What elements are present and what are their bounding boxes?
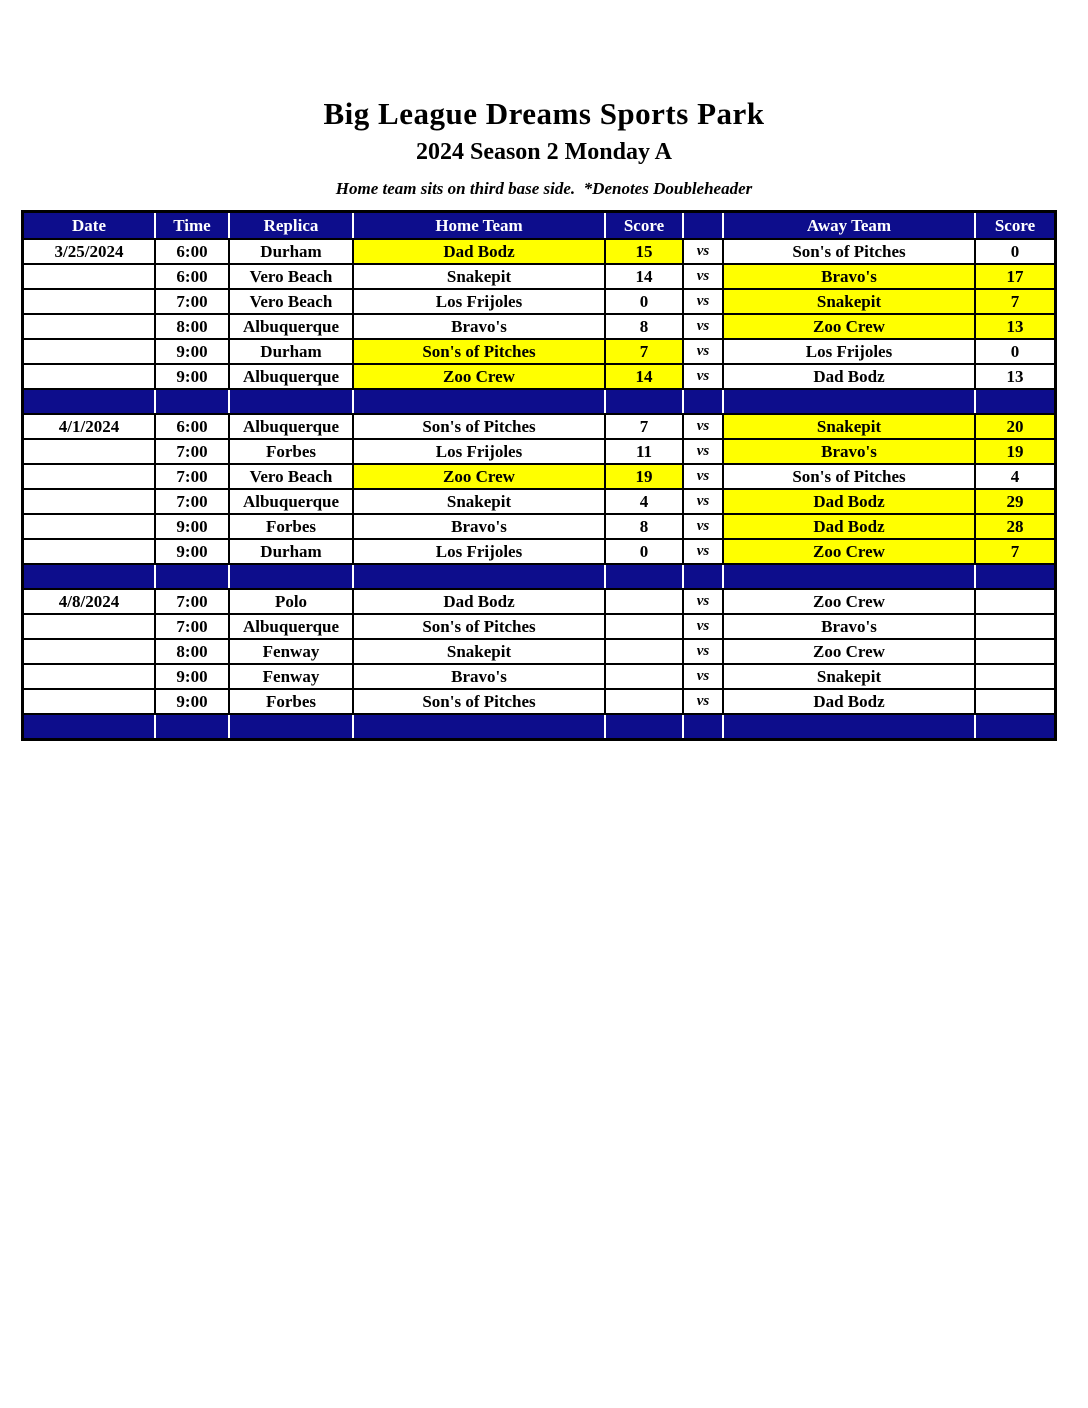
replica-cell: Durham — [230, 340, 352, 363]
time-cell: 7:00 — [156, 465, 228, 488]
game-row — [24, 315, 1054, 338]
home-score-cell: 8 — [606, 315, 682, 338]
home-team-cell: Son's of Pitches — [354, 340, 604, 363]
replica-cell: Albuquerque — [230, 490, 352, 513]
away-team-cell: Snakepit — [724, 290, 974, 313]
away-score-cell: 4 — [976, 465, 1054, 488]
home-team-cell: Zoo Crew — [354, 365, 604, 388]
away-score-cell: 13 — [976, 315, 1054, 338]
vs-cell: vs — [684, 315, 722, 338]
game-row — [24, 265, 1054, 288]
home-team-cell: Snakepit — [354, 490, 604, 513]
home-team-cell: Los Frijoles — [354, 290, 604, 313]
date-cell — [24, 615, 154, 638]
vs-cell: vs — [684, 240, 722, 263]
separator-cell — [606, 715, 682, 738]
separator-cell — [354, 715, 604, 738]
separator-cell — [156, 390, 228, 413]
page-title: Big League Dreams Sports Park — [323, 96, 765, 131]
date-cell — [24, 490, 154, 513]
away-team-cell: Bravo's — [724, 615, 974, 638]
away-score-cell: 17 — [976, 265, 1054, 288]
separator-cell — [24, 715, 154, 738]
game-row — [24, 340, 1054, 363]
separator-cell — [24, 390, 154, 413]
time-cell: 8:00 — [156, 640, 228, 663]
home-team-cell: Bravo's — [354, 315, 604, 338]
home-score-cell: 7 — [606, 340, 682, 363]
separator-cell — [684, 565, 722, 588]
separator-row — [24, 715, 1054, 738]
header-cell-score: Score — [976, 213, 1054, 238]
separator-cell — [606, 565, 682, 588]
home-score-cell — [606, 590, 682, 613]
vs-cell: vs — [684, 615, 722, 638]
header-row — [24, 213, 1054, 238]
separator-cell — [230, 565, 352, 588]
separator-cell — [976, 715, 1054, 738]
away-team-cell: Dad Bodz — [724, 365, 974, 388]
home-score-cell: 8 — [606, 515, 682, 538]
home-team-cell: Los Frijoles — [354, 440, 604, 463]
away-team-cell: Zoo Crew — [724, 540, 974, 563]
date-cell — [24, 365, 154, 388]
away-score-cell: 0 — [976, 240, 1054, 263]
home-team-cell: Son's of Pitches — [354, 690, 604, 713]
away-team-cell: Dad Bodz — [724, 515, 974, 538]
home-score-cell: 14 — [606, 365, 682, 388]
home-score-cell: 4 — [606, 490, 682, 513]
separator-cell — [684, 390, 722, 413]
time-cell: 9:00 — [156, 340, 228, 363]
separator-cell — [724, 715, 974, 738]
home-score-cell — [606, 665, 682, 688]
away-score-cell — [976, 665, 1054, 688]
replica-cell: Forbes — [230, 515, 352, 538]
vs-cell: vs — [684, 340, 722, 363]
away-team-cell: Zoo Crew — [724, 640, 974, 663]
game-row — [24, 540, 1054, 563]
away-score-cell: 0 — [976, 340, 1054, 363]
away-score-cell — [976, 615, 1054, 638]
vs-cell: vs — [684, 590, 722, 613]
home-team-cell: Bravo's — [354, 665, 604, 688]
away-team-cell: Son's of Pitches — [724, 240, 974, 263]
date-cell — [24, 540, 154, 563]
game-row — [24, 415, 1054, 438]
away-team-cell: Zoo Crew — [724, 315, 974, 338]
time-cell: 8:00 — [156, 315, 228, 338]
date-cell — [24, 465, 154, 488]
home-score-cell: 7 — [606, 415, 682, 438]
vs-cell: vs — [684, 640, 722, 663]
date-cell — [24, 265, 154, 288]
date-cell — [24, 515, 154, 538]
game-row — [24, 240, 1054, 263]
header-cell-date: Date — [24, 213, 154, 238]
replica-cell: Vero Beach — [230, 265, 352, 288]
away-score-cell — [976, 640, 1054, 663]
separator-row — [24, 390, 1054, 413]
vs-cell: vs — [684, 365, 722, 388]
separator-cell — [354, 565, 604, 588]
replica-cell: Vero Beach — [230, 290, 352, 313]
home-team-cell: Bravo's — [354, 515, 604, 538]
header-cell-home-team: Home Team — [354, 213, 604, 238]
time-cell: 6:00 — [156, 415, 228, 438]
separator-cell — [230, 715, 352, 738]
home-team-cell: Son's of Pitches — [354, 415, 604, 438]
date-cell — [24, 640, 154, 663]
date-cell — [24, 315, 154, 338]
header-cell-time: Time — [156, 213, 228, 238]
header-cell-score: Score — [606, 213, 682, 238]
game-row — [24, 515, 1054, 538]
separator-cell — [976, 565, 1054, 588]
separator-cell — [684, 715, 722, 738]
away-score-cell: 20 — [976, 415, 1054, 438]
replica-cell: Forbes — [230, 690, 352, 713]
date-cell: 4/8/2024 — [24, 590, 154, 613]
away-team-cell: Son's of Pitches — [724, 465, 974, 488]
separator-cell — [976, 390, 1054, 413]
game-row — [24, 290, 1054, 313]
home-score-cell — [606, 615, 682, 638]
game-row — [24, 440, 1054, 463]
home-team-cell: Dad Bodz — [354, 240, 604, 263]
date-cell: 4/1/2024 — [24, 415, 154, 438]
replica-cell: Vero Beach — [230, 465, 352, 488]
replica-cell: Albuquerque — [230, 365, 352, 388]
away-team-cell: Snakepit — [724, 665, 974, 688]
replica-cell: Polo — [230, 590, 352, 613]
home-score-cell — [606, 690, 682, 713]
time-cell: 6:00 — [156, 240, 228, 263]
away-score-cell — [976, 690, 1054, 713]
replica-cell: Durham — [230, 540, 352, 563]
time-cell: 7:00 — [156, 490, 228, 513]
away-team-cell: Snakepit — [724, 415, 974, 438]
away-score-cell: 29 — [976, 490, 1054, 513]
date-cell — [24, 290, 154, 313]
replica-cell: Albuquerque — [230, 415, 352, 438]
game-row — [24, 490, 1054, 513]
separator-cell — [724, 565, 974, 588]
vs-cell: vs — [684, 690, 722, 713]
time-cell: 7:00 — [156, 615, 228, 638]
game-row — [24, 665, 1054, 688]
away-score-cell: 13 — [976, 365, 1054, 388]
game-row — [24, 615, 1054, 638]
vs-cell: vs — [684, 290, 722, 313]
replica-cell: Albuquerque — [230, 615, 352, 638]
separator-cell — [354, 390, 604, 413]
home-score-cell: 0 — [606, 290, 682, 313]
home-score-cell — [606, 640, 682, 663]
vs-cell: vs — [684, 415, 722, 438]
time-cell: 9:00 — [156, 665, 228, 688]
time-cell: 7:00 — [156, 290, 228, 313]
away-score-cell: 7 — [976, 540, 1054, 563]
replica-cell: Durham — [230, 240, 352, 263]
away-score-cell: 19 — [976, 440, 1054, 463]
game-row — [24, 465, 1054, 488]
date-cell — [24, 340, 154, 363]
header-cell-vs — [684, 213, 722, 238]
time-cell: 9:00 — [156, 690, 228, 713]
date-cell — [24, 440, 154, 463]
page-subtitle: 2024 Season 2 Monday A — [415, 139, 673, 165]
game-row — [24, 590, 1054, 613]
doubleheader-note: Home team sits on third base side. *Denotes Doubleheader — [335, 179, 753, 198]
game-row — [24, 640, 1054, 663]
replica-cell: Forbes — [230, 440, 352, 463]
header-cell-replica: Replica — [230, 213, 352, 238]
home-score-cell: 15 — [606, 240, 682, 263]
schedule-table — [21, 210, 1057, 741]
away-team-cell: Los Frijoles — [724, 340, 974, 363]
date-cell — [24, 690, 154, 713]
away-team-cell: Bravo's — [724, 265, 974, 288]
away-team-cell: Zoo Crew — [724, 590, 974, 613]
home-score-cell: 19 — [606, 465, 682, 488]
replica-cell: Fenway — [230, 640, 352, 663]
home-score-cell: 0 — [606, 540, 682, 563]
separator-cell — [156, 565, 228, 588]
game-row — [24, 690, 1054, 713]
separator-cell — [24, 565, 154, 588]
away-team-cell: Dad Bodz — [724, 490, 974, 513]
time-cell: 7:00 — [156, 440, 228, 463]
header-cell-away-team: Away Team — [724, 213, 974, 238]
away-score-cell — [976, 590, 1054, 613]
home-team-cell: Dad Bodz — [354, 590, 604, 613]
home-team-cell: Snakepit — [354, 640, 604, 663]
time-cell: 6:00 — [156, 265, 228, 288]
away-team-cell: Bravo's — [724, 440, 974, 463]
home-team-cell: Son's of Pitches — [354, 615, 604, 638]
vs-cell: vs — [684, 465, 722, 488]
game-row — [24, 365, 1054, 388]
separator-cell — [606, 390, 682, 413]
separator-cell — [724, 390, 974, 413]
vs-cell: vs — [684, 265, 722, 288]
away-score-cell: 28 — [976, 515, 1054, 538]
vs-cell: vs — [684, 540, 722, 563]
time-cell: 9:00 — [156, 540, 228, 563]
home-score-cell: 11 — [606, 440, 682, 463]
home-team-cell: Zoo Crew — [354, 465, 604, 488]
away-score-cell: 7 — [976, 290, 1054, 313]
separator-cell — [230, 390, 352, 413]
home-score-cell: 14 — [606, 265, 682, 288]
away-team-cell: Dad Bodz — [724, 690, 974, 713]
time-cell: 7:00 — [156, 590, 228, 613]
vs-cell: vs — [684, 665, 722, 688]
vs-cell: vs — [684, 515, 722, 538]
replica-cell: Fenway — [230, 665, 352, 688]
date-cell — [24, 665, 154, 688]
vs-cell: vs — [684, 440, 722, 463]
time-cell: 9:00 — [156, 365, 228, 388]
home-team-cell: Los Frijoles — [354, 540, 604, 563]
separator-cell — [156, 715, 228, 738]
vs-cell: vs — [684, 490, 722, 513]
separator-row — [24, 565, 1054, 588]
replica-cell: Albuquerque — [230, 315, 352, 338]
time-cell: 9:00 — [156, 515, 228, 538]
date-cell: 3/25/2024 — [24, 240, 154, 263]
home-team-cell: Snakepit — [354, 265, 604, 288]
